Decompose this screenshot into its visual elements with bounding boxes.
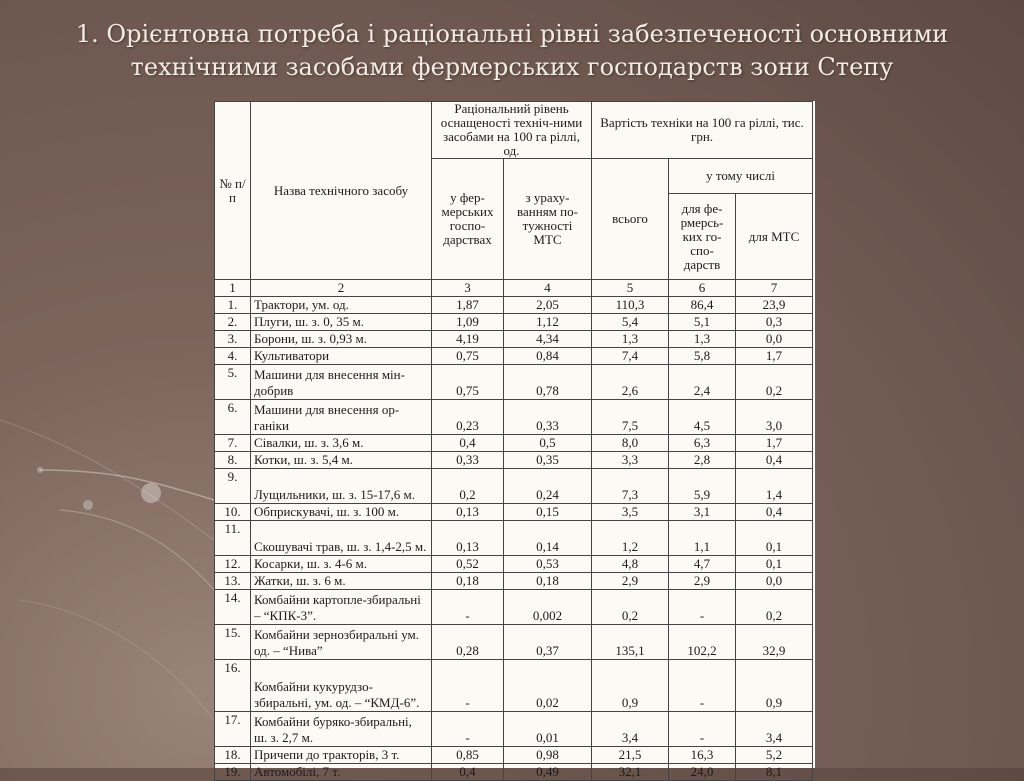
row-mts-level: 0,02 xyxy=(504,660,592,712)
row-cost-mts: 8,1 xyxy=(736,764,813,781)
row-mts-level: 0,18 xyxy=(504,573,592,590)
row-farm-level: 0,4 xyxy=(432,764,504,781)
row-cost-mts: 1,7 xyxy=(736,348,813,365)
row-farm-level: 0,28 xyxy=(432,625,504,660)
row-number: 17. xyxy=(215,712,251,747)
row-farm-level: 0,52 xyxy=(432,556,504,573)
row-name: Скошувачі трав, ш. з. 1,4-2,5 м. xyxy=(251,521,432,556)
header-cost-mts: для МТС xyxy=(736,194,813,280)
row-name: Комбайни картопле-збиральні – “КПК-3”. xyxy=(251,590,432,625)
table-row xyxy=(215,521,813,556)
table-row xyxy=(215,625,813,660)
row-name: Комбайни буряко-збиральні, ш. з. 2,7 м. xyxy=(251,712,432,747)
row-cost-farm: 4,5 xyxy=(669,400,736,435)
row-cost-farm: 5,1 xyxy=(669,314,736,331)
row-farm-level: 0,13 xyxy=(432,504,504,521)
row-cost-total: 7,3 xyxy=(592,469,669,504)
table-row xyxy=(215,365,813,400)
table-row xyxy=(215,297,813,314)
row-mts-level: 0,01 xyxy=(504,712,592,747)
row-cost-total: 1,3 xyxy=(592,331,669,348)
col-index: 6 xyxy=(669,280,736,297)
row-name: Трактори, ум. од. xyxy=(251,297,432,314)
table-row xyxy=(215,348,813,365)
row-number: 9. xyxy=(215,469,251,504)
row-cost-farm: 86,4 xyxy=(669,297,736,314)
header-cost-total: всього xyxy=(592,159,669,280)
row-farm-level: 0,75 xyxy=(432,365,504,400)
row-number: 10. xyxy=(215,504,251,521)
col-index: 1 xyxy=(215,280,251,297)
equipment-table xyxy=(214,101,813,781)
row-mts-level: 0,24 xyxy=(504,469,592,504)
row-cost-total: 7,5 xyxy=(592,400,669,435)
slide-title-line2: технічними засобами фермерських господарств зони Степу xyxy=(130,53,894,81)
row-farm-level: - xyxy=(432,590,504,625)
row-number: 7. xyxy=(215,435,251,452)
row-name: Жатки, ш. з. 6 м. xyxy=(251,573,432,590)
row-cost-mts: 0,2 xyxy=(736,590,813,625)
row-cost-farm: 16,3 xyxy=(669,747,736,764)
row-mts-level: 0,33 xyxy=(504,400,592,435)
row-cost-mts: 0,0 xyxy=(736,573,813,590)
row-farm-level: 4,19 xyxy=(432,331,504,348)
row-mts-level: 1,12 xyxy=(504,314,592,331)
row-cost-mts: 0,0 xyxy=(736,331,813,348)
row-name: Плуги, ш. з. 0, 35 м. xyxy=(251,314,432,331)
row-number: 14. xyxy=(215,590,251,625)
row-cost-mts: 0,9 xyxy=(736,660,813,712)
row-number: 12. xyxy=(215,556,251,573)
row-cost-total: 3,3 xyxy=(592,452,669,469)
row-cost-farm: 2,8 xyxy=(669,452,736,469)
col-index: 4 xyxy=(504,280,592,297)
table-row xyxy=(215,590,813,625)
row-cost-mts: 32,9 xyxy=(736,625,813,660)
row-mts-level: 0,5 xyxy=(504,435,592,452)
row-cost-total: 5,4 xyxy=(592,314,669,331)
row-cost-mts: 0,1 xyxy=(736,521,813,556)
row-mts-level: 4,34 xyxy=(504,331,592,348)
table-row xyxy=(215,573,813,590)
row-cost-total: 3,4 xyxy=(592,712,669,747)
row-cost-farm: 5,9 xyxy=(669,469,736,504)
table-row xyxy=(215,331,813,348)
header-cost-incl: у тому числі xyxy=(669,159,813,194)
row-number: 19. xyxy=(215,764,251,781)
row-cost-total: 2,9 xyxy=(592,573,669,590)
row-farm-level: 0,23 xyxy=(432,400,504,435)
row-name: Культиватори xyxy=(251,348,432,365)
row-cost-farm: 1,3 xyxy=(669,331,736,348)
row-name: Сівалки, ш. з. 3,6 м. xyxy=(251,435,432,452)
row-cost-total: 0,9 xyxy=(592,660,669,712)
row-farm-level: 0,2 xyxy=(432,469,504,504)
row-name: Комбайни кукурудзо-збиральні, ум. од. – “КМД-6”. xyxy=(251,660,432,712)
table-row xyxy=(215,469,813,504)
row-cost-mts: 1,4 xyxy=(736,469,813,504)
row-cost-farm: 102,2 xyxy=(669,625,736,660)
header-level-farm: у фер-мерських госпо-дарствах xyxy=(432,159,504,280)
row-mts-level: 0,49 xyxy=(504,764,592,781)
col-index: 3 xyxy=(432,280,504,297)
row-mts-level: 0,35 xyxy=(504,452,592,469)
row-mts-level: 0,84 xyxy=(504,348,592,365)
row-cost-farm: - xyxy=(669,712,736,747)
column-index-row xyxy=(215,280,813,297)
row-cost-farm: 2,4 xyxy=(669,365,736,400)
row-cost-farm: 5,8 xyxy=(669,348,736,365)
row-number: 18. xyxy=(215,747,251,764)
table-row xyxy=(215,712,813,747)
row-name: Комбайни зернозбиральні ум. од. – “Нива” xyxy=(251,625,432,660)
row-cost-total: 3,5 xyxy=(592,504,669,521)
row-cost-total: 4,8 xyxy=(592,556,669,573)
row-number: 16. xyxy=(215,660,251,712)
row-cost-mts: 1,7 xyxy=(736,435,813,452)
row-cost-total: 32,1 xyxy=(592,764,669,781)
row-mts-level: 0,37 xyxy=(504,625,592,660)
row-cost-mts: 0,1 xyxy=(736,556,813,573)
row-cost-farm: 24,0 xyxy=(669,764,736,781)
row-farm-level: 1,09 xyxy=(432,314,504,331)
row-cost-farm: 4,7 xyxy=(669,556,736,573)
row-farm-level: - xyxy=(432,712,504,747)
row-number: 1. xyxy=(215,297,251,314)
row-name: Лущильники, ш. з. 15-17,6 м. xyxy=(251,469,432,504)
row-name: Автомобілі, 7 т. xyxy=(251,764,432,781)
slide-title xyxy=(30,18,994,90)
table-row xyxy=(215,314,813,331)
row-name: Косарки, ш. з. 4-6 м. xyxy=(251,556,432,573)
header-cost-group: Вартість техніки на 100 га ріллі, тис. грн. xyxy=(592,102,813,159)
row-name: Причепи до тракторів, 3 т. xyxy=(251,747,432,764)
row-mts-level: 0,002 xyxy=(504,590,592,625)
table-scan xyxy=(214,101,815,779)
row-number: 3. xyxy=(215,331,251,348)
row-cost-mts: 5,2 xyxy=(736,747,813,764)
row-cost-total: 8,0 xyxy=(592,435,669,452)
row-cost-mts: 3,4 xyxy=(736,712,813,747)
header-number: № п/п xyxy=(215,102,251,280)
header-level-group: Раціональний рівень оснащеності техніч-ними засобами на 100 га ріллі, од. xyxy=(432,102,592,159)
row-cost-total: 135,1 xyxy=(592,625,669,660)
row-cost-farm: 2,9 xyxy=(669,573,736,590)
row-cost-farm: - xyxy=(669,660,736,712)
row-number: 11. xyxy=(215,521,251,556)
row-farm-level: 0,13 xyxy=(432,521,504,556)
table-row xyxy=(215,400,813,435)
row-farm-level: 0,75 xyxy=(432,348,504,365)
row-number: 15. xyxy=(215,625,251,660)
row-number: 8. xyxy=(215,452,251,469)
row-number: 5. xyxy=(215,365,251,400)
row-mts-level: 0,14 xyxy=(504,521,592,556)
row-cost-farm: 6,3 xyxy=(669,435,736,452)
row-cost-total: 2,6 xyxy=(592,365,669,400)
row-name: Котки, ш. з. 5,4 м. xyxy=(251,452,432,469)
row-farm-level: 0,85 xyxy=(432,747,504,764)
row-cost-mts: 0,4 xyxy=(736,452,813,469)
row-cost-mts: 0,4 xyxy=(736,504,813,521)
row-mts-level: 0,53 xyxy=(504,556,592,573)
row-cost-mts: 23,9 xyxy=(736,297,813,314)
col-index: 7 xyxy=(736,280,813,297)
row-name: Борони, ш. з. 0,93 м. xyxy=(251,331,432,348)
table-row xyxy=(215,504,813,521)
col-index: 5 xyxy=(592,280,669,297)
row-mts-level: 0,15 xyxy=(504,504,592,521)
row-number: 4. xyxy=(215,348,251,365)
row-name: Обприскувачі, ш. з. 100 м. xyxy=(251,504,432,521)
row-cost-total: 0,2 xyxy=(592,590,669,625)
table-row xyxy=(215,435,813,452)
row-cost-total: 21,5 xyxy=(592,747,669,764)
row-number: 13. xyxy=(215,573,251,590)
table-row xyxy=(215,556,813,573)
header-cost-farm: для фе-рмерсь-ких го-спо-дарств xyxy=(669,194,736,280)
row-mts-level: 0,98 xyxy=(504,747,592,764)
row-cost-total: 7,4 xyxy=(592,348,669,365)
row-cost-mts: 3,0 xyxy=(736,400,813,435)
row-name: Машини для внесення мін-добрив xyxy=(251,365,432,400)
row-cost-mts: 0,3 xyxy=(736,314,813,331)
table-row xyxy=(215,452,813,469)
table-row xyxy=(215,660,813,712)
table-row xyxy=(215,764,813,781)
row-number: 2. xyxy=(215,314,251,331)
row-cost-mts: 0,2 xyxy=(736,365,813,400)
row-cost-farm: - xyxy=(669,590,736,625)
row-mts-level: 0,78 xyxy=(504,365,592,400)
row-cost-farm: 1,1 xyxy=(669,521,736,556)
row-farm-level: 1,87 xyxy=(432,297,504,314)
header-name: Назва технічного засобу xyxy=(251,102,432,280)
row-farm-level: - xyxy=(432,660,504,712)
row-cost-total: 1,2 xyxy=(592,521,669,556)
row-number: 6. xyxy=(215,400,251,435)
row-farm-level: 0,4 xyxy=(432,435,504,452)
row-cost-total: 110,3 xyxy=(592,297,669,314)
col-index: 2 xyxy=(251,280,432,297)
table-row xyxy=(215,747,813,764)
slide-title-line1: 1. Орієнтовна потреба і раціональні рівні забезпеченості основними xyxy=(75,20,949,48)
row-farm-level: 0,18 xyxy=(432,573,504,590)
row-mts-level: 2,05 xyxy=(504,297,592,314)
row-cost-farm: 3,1 xyxy=(669,504,736,521)
row-name: Машини для внесення ор-ганіки xyxy=(251,400,432,435)
row-farm-level: 0,33 xyxy=(432,452,504,469)
header-level-mts: з ураху-ванням по-тужності МТС xyxy=(504,159,592,280)
